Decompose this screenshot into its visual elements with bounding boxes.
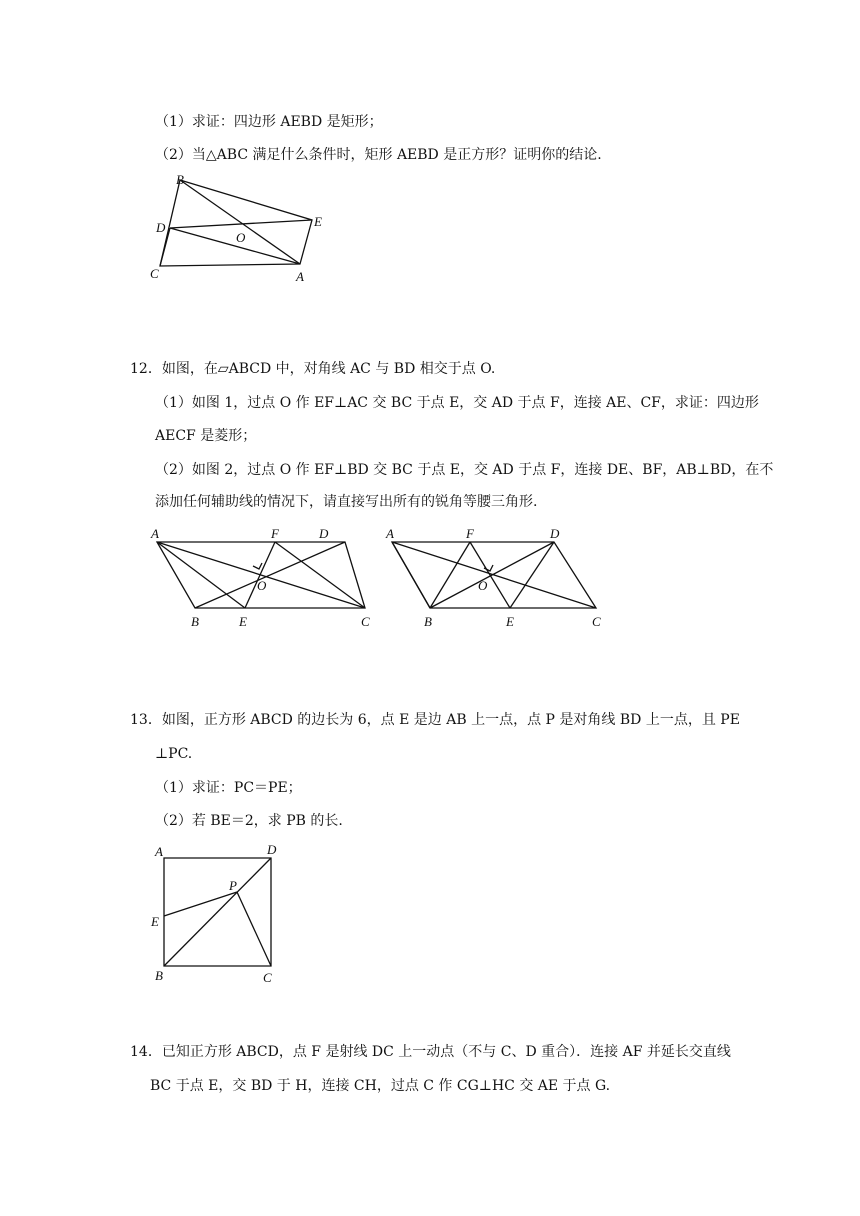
q11-label-e: E	[314, 214, 322, 229]
q12-fig1-label-b: B	[191, 614, 199, 629]
q13-part2: （2）若 BE＝2，求 PB 的长.	[155, 813, 343, 829]
q12-fig1-label-d: D	[319, 526, 329, 541]
q11-label-o: O	[236, 230, 246, 245]
q12-fig1-segment-ae	[157, 542, 245, 608]
q12-fig2-label-f: F	[466, 526, 474, 541]
q11-label-d: D	[156, 220, 166, 235]
q12-figure-2	[380, 522, 610, 632]
q12-fig2-label-o: O	[478, 578, 488, 593]
q13-part1: （1）求证：PC＝PE；	[155, 780, 302, 796]
q13-diagonal-bd	[164, 858, 271, 966]
q13-label-c: C	[263, 970, 272, 985]
q11-segment-de	[170, 220, 312, 228]
q12-fig1-segment-cf	[275, 542, 365, 608]
q12-fig1-label-a: A	[151, 526, 159, 541]
q12-fig2-segment-de	[510, 542, 554, 608]
q12-figure-1	[145, 522, 385, 632]
q13-segment-pc	[237, 892, 271, 966]
q12-fig1-diagonal-ac	[157, 542, 365, 608]
q12-fig1-label-f: F	[271, 526, 279, 541]
q11-part1: （1）求证：四边形 AEBD 是矩形；	[155, 114, 383, 130]
q14-stem-line2: BC 于点 E，交 BD 于 H，连接 CH，过点 C 作 CG⊥HC 交 AE 于点 G.	[150, 1078, 611, 1094]
q13-stem-line1: 13．如图，正方形 ABCD 的边长为 6，点 E 是边 AB 上一点，点 P 是对角线 BD 上一点，且 PE	[130, 712, 740, 728]
q14-stem-line1: 14．已知正方形 ABCD，点 F 是射线 DC 上一动点（不与 C、D 重合）．连接 AF 并延长交直线	[130, 1044, 731, 1060]
q12-fig2-diagonal-bd	[430, 542, 554, 608]
q13-label-d: D	[267, 842, 277, 857]
q11-part2: （2）当△ABC 满足什么条件时，矩形 AEBD 是正方形？证明你的结论.	[155, 147, 602, 163]
q12-part1-line2: AECF 是菱形；	[155, 428, 257, 444]
q13-label-a: A	[155, 844, 163, 859]
q12-fig2-diagonal-ac	[392, 542, 596, 608]
q12-fig1-right-angle-mark	[253, 563, 262, 569]
q11-label-b: B	[176, 172, 184, 187]
q12-fig2-segment-bf	[430, 542, 470, 608]
q12-fig2-right-angle-mark	[484, 565, 493, 571]
q13-stem-line2: ⊥PC.	[155, 746, 193, 762]
q12-stem: 12．如图，在▱ABCD 中，对角线 AC 与 BD 相交于点 O.	[130, 361, 496, 377]
q12-fig1-label-c: C	[361, 614, 370, 629]
q13-label-b: B	[155, 968, 163, 983]
q12-fig2-label-d: D	[550, 526, 560, 541]
q12-fig2-label-a: A	[386, 526, 394, 541]
q11-quadrilateral	[160, 180, 312, 266]
q11-label-c: C	[150, 266, 159, 281]
q12-fig1-label-e: E	[239, 614, 247, 629]
q12-part2-line2: 添加任何辅助线的情况下，请直接写出所有的锐角等腰三角形.	[155, 494, 538, 510]
q12-fig2-label-b: B	[424, 614, 432, 629]
q12-part1-line1: （1）如图 1，过点 O 作 EF⊥AC 交 BC 于点 E，交 AD 于点 F，连接 AE、CF，求证：四边形	[155, 395, 759, 411]
q12-fig2-label-c: C	[592, 614, 601, 629]
q11-label-a: A	[296, 269, 304, 284]
q13-figure	[145, 838, 295, 988]
q12-fig1-label-o: O	[257, 578, 267, 593]
q12-fig2-label-e: E	[506, 614, 514, 629]
q13-label-p: P	[229, 878, 237, 893]
q12-fig2-segment-ef	[470, 542, 510, 608]
q11-segment-da	[170, 228, 300, 264]
q13-label-e: E	[151, 914, 159, 929]
q11-figure	[140, 168, 340, 288]
q12-part2-line1: （2）如图 2，过点 O 作 EF⊥BD 交 BC 于点 E，交 AD 于点 F，连接 DE、BF，AB⊥BD，在不	[155, 462, 774, 478]
